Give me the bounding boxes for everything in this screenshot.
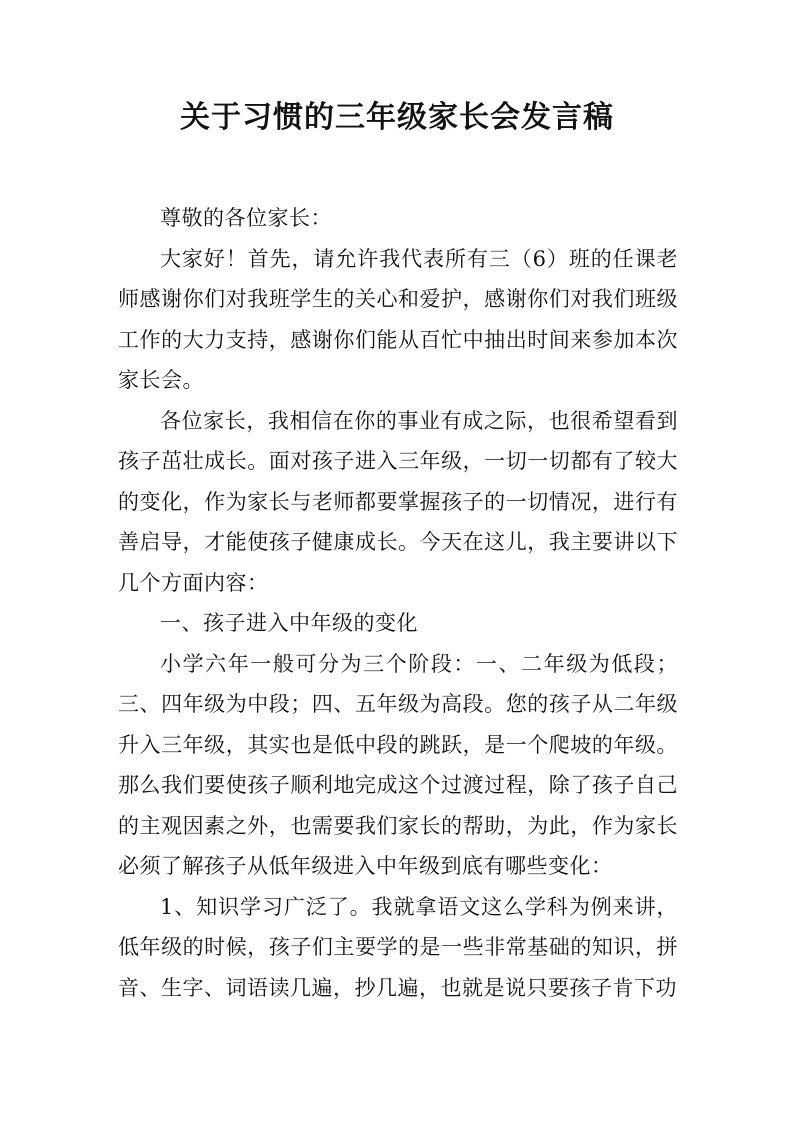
paragraph: 小学六年一般可分为三个阶段：一、二年级为低段；三、四年级为中段；四、五年级为高段。您的孩子从二年级升入三年级，其实也是低中段的跳跃，是一个爬坡的年级。那么我们要使孩子顺利地完成这个过渡过程，除了孩子自己的主观因素之外，也需要我们家长的帮助，为此，作为家长必须了解孩子从低年级进入中年级到底有哪些变化： [118,651,678,878]
paragraph: 大家好！首先，请允许我代表所有三（6）班的任课老师感谢你们对我班学生的关心和爱护，感谢你们对我们班级工作的大力支持，感谢你们能从百忙中抽出时间来参加本次家长会。 [118,246,678,392]
section-heading: 一、孩子进入中年级的变化 [160,611,418,635]
page-title: 关于习惯的三年级家长会发言稿 [180,100,614,135]
paragraph: 各位家长，我相信在你的事业有成之际，也很希望看到孩子茁壮成长。面对孩子进入三年级，一切一切都有了较大的变化，作为家长与老师都要掌握孩子的一切情况，进行有善启导，才能使孩子健康成长。今天在这儿，我主要讲以下几个方面内容： [118,408,678,595]
paragraph: 1、知识学习广泛了。我就拿语文这么学科为例来讲，低年级的时候，孩子们主要学的是一些非常基础的知识，拼音、生字、词语读几遍，抄几遍，也就是说只要孩子肯下功 [118,894,678,1000]
document-body [118,198,678,1008]
salutation: 尊敬的各位家长： [160,206,332,230]
